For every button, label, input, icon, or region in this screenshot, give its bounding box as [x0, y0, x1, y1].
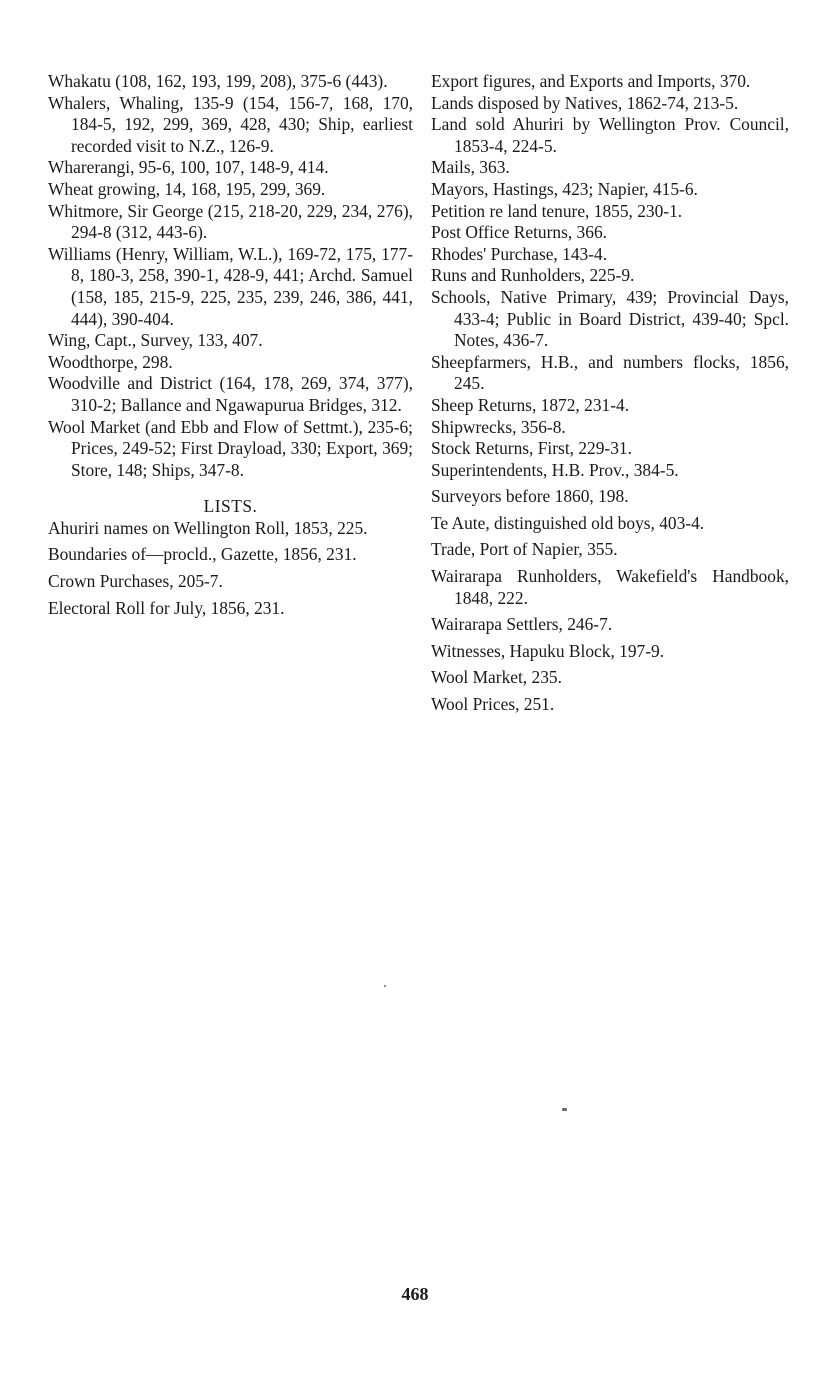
index-entry: Whitmore, Sir George (215, 218-20, 229, 234, 276), 294-8 (312, 443-6). — [48, 200, 413, 243]
index-entry: Sheepfarmers, H.B., and numbers flocks, 1856, 245. — [431, 351, 789, 394]
print-speck — [384, 985, 386, 987]
index-entry: Schools, Native Primary, 439; Provincial Days, 433-4; Public in Board District, 439-40; Spcl. Notes, 436-7. — [431, 286, 789, 351]
index-column-left — [48, 71, 413, 619]
index-entry: Whalers, Whaling, 135-9 (154, 156-7, 168, 170, 184-5, 192, 299, 369, 428, 430; Ship, earliest recorded visit to N.Z., 126-9. — [48, 92, 413, 156]
lists-heading: LISTS. — [203, 496, 258, 517]
index-entry: Post Office Returns, 366. — [431, 222, 607, 243]
index-entry: Wairarapa Runholders, Wakefield's Handbook, 1848, 222. — [431, 566, 789, 608]
index-entry: Wool Market (and Ebb and Flow of Settmt.), 235-6; Prices, 249-52; First Drayload, 330; Export, 369; Store, 148; Ships, 347-8. — [48, 416, 413, 480]
index-entry: Mayors, Hastings, 423; Napier, 415-6. — [431, 178, 698, 199]
index-entry: Surveyors before 1860, 198. — [431, 486, 629, 507]
index-entry: Mails, 363. — [431, 157, 510, 178]
index-entry: Woodthorpe, 298. — [48, 351, 173, 372]
print-speck — [562, 1108, 567, 1111]
index-entry: Lands disposed by Natives, 1862-74, 213-5. — [431, 92, 739, 113]
index-entry: Wheat growing, 14, 168, 195, 299, 369. — [48, 178, 326, 199]
index-column-right — [431, 71, 789, 716]
list-entry: Crown Purchases, 205-7. — [48, 571, 223, 592]
index-entry: Wing, Capt., Survey, 133, 407. — [48, 330, 263, 351]
list-entry: Electoral Roll for July, 1856, 231. — [48, 597, 285, 618]
index-entry: Williams (Henry, William, W.L.), 169-72, 175, 177-8, 180-3, 258, 390-1, 428-9, 441; Archd. Samuel (158, 185, 215-9, 225, 235, 239, 246, 386, 441, 444), 390-404. — [48, 243, 413, 329]
index-entry: Land sold Ahuriri by Wellington Prov. Council, 1853-4, 224-5. — [431, 114, 789, 156]
index-entry: Whakatu (108, 162, 193, 199, 208), 375-6 (443). — [48, 71, 388, 91]
index-entry: Sheep Returns, 1872, 231-4. — [431, 394, 630, 415]
index-entry: Te Aute, distinguished old boys, 403-4. — [431, 512, 705, 533]
list-entry: Boundaries of—procld., Gazette, 1856, 231. — [48, 544, 357, 565]
index-entry: Stock Returns, First, 229-31. — [431, 438, 632, 459]
index-entry: Export figures, and Exports and Imports, 370. — [431, 71, 751, 91]
index-entry: Wairarapa Settlers, 246-7. — [431, 614, 613, 635]
index-entry: Trade, Port of Napier, 355. — [431, 539, 618, 560]
index-entry: Petition re land tenure, 1855, 230-1. — [431, 200, 683, 221]
index-entry: Wool Market, 235. — [431, 667, 562, 688]
index-entry: Runs and Runholders, 225-9. — [431, 265, 635, 286]
index-entry: Wool Prices, 251. — [431, 694, 555, 715]
index-entry: Woodville and District (164, 178, 269, 374, 377), 310-2; Ballance and Ngawapurua Bridges, 312. — [48, 373, 413, 415]
index-entry: Wharerangi, 95-6, 100, 107, 148-9, 414. — [48, 157, 329, 178]
index-entry: Witnesses, Hapuku Block, 197-9. — [431, 640, 665, 661]
page-number: 468 — [401, 1284, 429, 1304]
list-entry: Ahuriri names on Wellington Roll, 1853, 225. — [48, 517, 368, 538]
index-entry: Rhodes' Purchase, 143-4. — [431, 243, 608, 264]
index-entry: Shipwrecks, 356-8. — [431, 416, 566, 437]
index-entry: Superintendents, H.B. Prov., 384-5. — [431, 459, 679, 480]
